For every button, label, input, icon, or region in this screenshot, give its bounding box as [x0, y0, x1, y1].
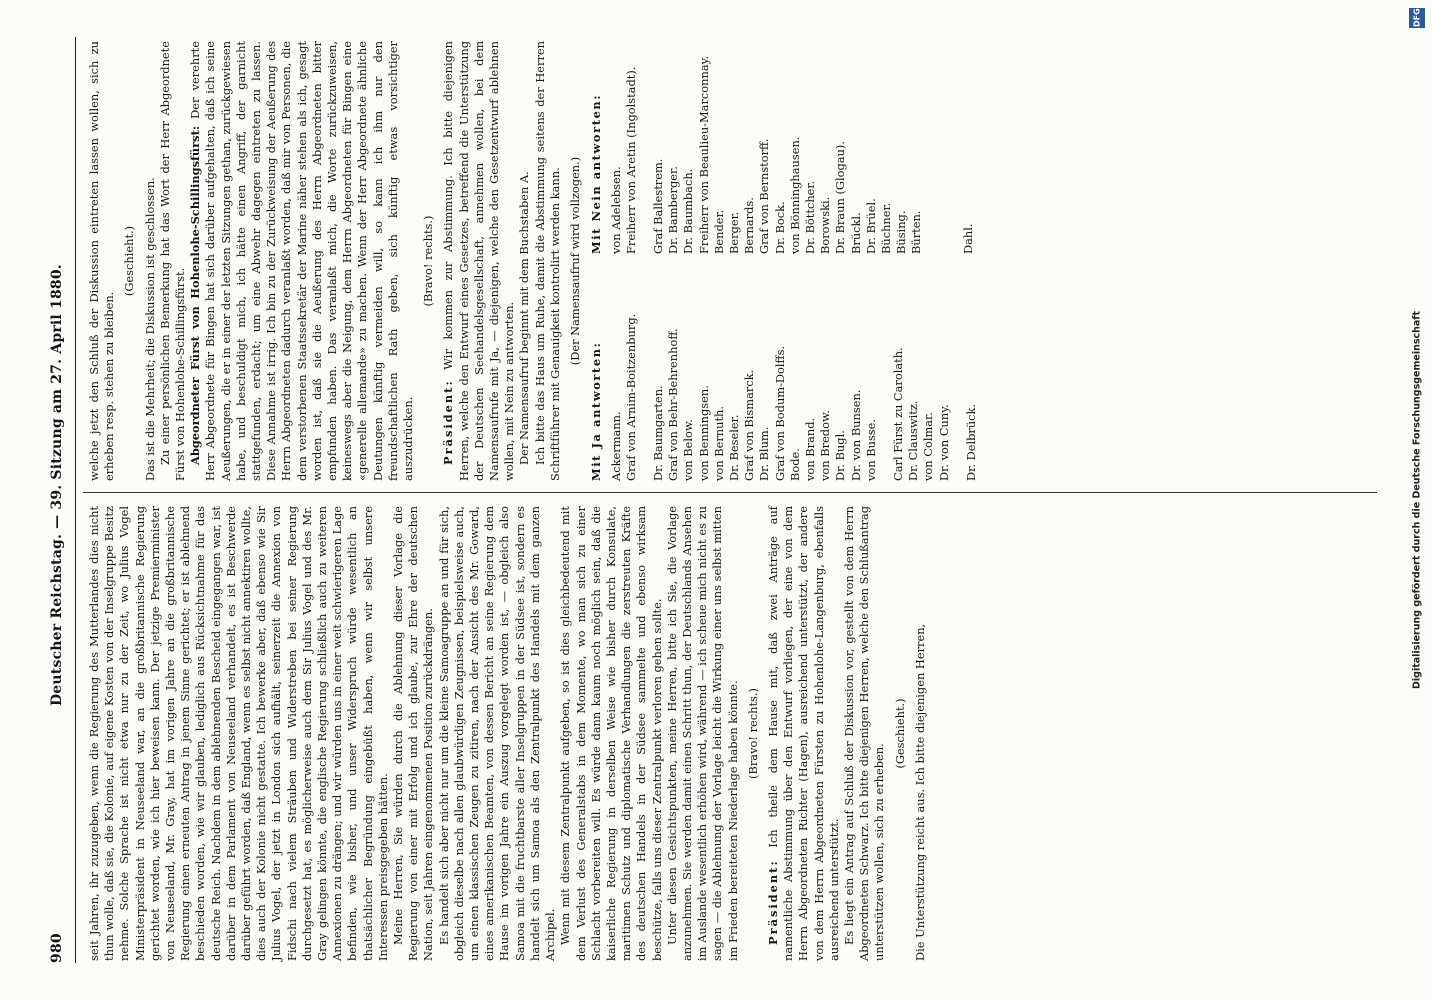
- vote-lists: [609, 41, 979, 481]
- member-name: Dr. Bugl.: [833, 430, 848, 481]
- ja-heading: Mit Ja antworten:: [589, 341, 604, 481]
- member-name: Dr. Delbrück.: [963, 403, 978, 481]
- paragraph: welche jetzt den Schluß der Diskussion eintreten lassen wollen, sich zu erheben resp. stehen zu bleiben.: [87, 41, 117, 481]
- nein-heading: Mit Nein antworten:: [589, 93, 604, 254]
- member-name: Dr. Beseler.: [726, 414, 741, 481]
- speech-text: Der verehrte Herr Abgeordnete für Bingen hat sich darüber aufgehalten, daß ich seine Aeußerungen, die er in einer der letzten Sitzungen gethan, zurückgewiesen habe, und beschuldigt mich, ich hätte einen Angriff, der garnicht stattgefunden, erdacht; um eine Abwehr dagegen eintreten zu lassen. Diese Annahme ist irrig. Ich bin zu der Zurückweisung der Aeußerung des Herrn Abgeordneten dadurch veranlaßt worden, daß mir von Personen, die dem verstorbenen Staatssekretär der Marine näher stehen als ich, gesagt worden ist, daß sie die Aeußerung des Herrn Abgeordneten bitter empfunden haben. Das veranlaßt mich, die Worte zurückzuweisen, keineswegs aber die Neigung, dem Herrn Abgeordneten für Bingen eine «generelle allemande» zu machen. Wenn der Herr Abgeordnete ähnliche Deutungen künftig vermeiden will, so kann ich ihm nur den freundschaftlichen Rath geben, sich künftig etwas vorsichtiger auszudrücken.: [188, 41, 416, 481]
- member-name: Bode.: [787, 448, 802, 481]
- document-page: [31, 25, 1401, 975]
- procedure-note: (Der Namensaufruf wird vollzogen.): [568, 156, 583, 366]
- procedure-note: (Geschieht.): [892, 698, 907, 769]
- member-name: Carl Fürst zu Carolath.: [890, 347, 905, 481]
- member-name: Borowski.: [818, 196, 833, 254]
- member-name: Brückl.: [848, 212, 863, 254]
- speaker-label: Präsident:: [441, 379, 456, 465]
- paragraph: seit Jahren, ihr zuzugeben, wenn die Regierung des Mutterlandes dies nicht thun wolle, daß sie, die Kolonie, auf eigene Kosten von der Inselgruppe Besitz nehme. Solche Sprache ist nicht etwa nur zu der Zeit, wo Julius Vogel Ministerpräsident in Neuseeland war, an die großbritannische Regierung gerichtet worden, wie ich hier beweisen kann. Der jetzige Premierminister von Neuseeland, Mr. Gray, hat im vorigen Jahre an die großbritannische Regierung einen erneuten Antrag in jenem Sinne gerichtet; er ist ablehnend beschieden worden, wie wir glauben, lediglich aus Rücksichtnahme für das deutsche Reich. Nachdem in dem ablehnenden Bescheid eingegangen war, ist darüber in dem Parlament von Neuseeland verhandelt, es ist Beschwerde darüber geführt worden, daß England, wenn es selbst nicht annektiren wollte, dies auch der Kolonie nicht gestatte. Ich bewerke aber, daß ebenso wie Sir Julius Vogel, der jetzt in London sich aufhält, seinerzeit die Annexion von Fidschi nach vielem Sträuben und Widerstreben bei seiner Regierung durchgesetzt hat, es möglicherweise auch dem Sir Julius Vogel und des Mr. Gray gelingen könnte, die englische Regierung schließlich auch zu weiteren Annexionen zu drängen; und wir würden uns in einer weit schwierigeren Lage befinden, wie bisher, und unser Widerspruch würde wesentlich an thatsächlicher Begründung eingebüßt haben, wenn wir selbst unsere Interessen preisgegeben hätten.: [87, 506, 390, 961]
- member-name: Bender.: [711, 209, 726, 254]
- member-name: von Benningsen.: [696, 385, 711, 481]
- member-name: Büsing.: [894, 210, 909, 254]
- speech-text: Ich theile dem Hause mit, daß zwei Anträge auf namentliche Abstimmung über den Entwurf vorliegen, der eine von dem Herrn Abgeordneten Richter (Hagen), ausreichend unterstützt, der andere von dem Herrn Abgeordneten Fürsten zu Hohenlohe-Langenburg, ebenfalls ausreichend unterstützt.: [765, 506, 841, 961]
- speaker-statement: [188, 41, 416, 481]
- dfg-logo: DFG: [1409, 8, 1425, 28]
- running-title: Deutscher Reichstag. — 39. Sitzung am 27. April 1880.: [49, 264, 65, 707]
- member-name: von Colmar.: [921, 412, 936, 481]
- member-name: Dr. Böttcher.: [802, 180, 817, 254]
- list-gap: [639, 41, 651, 254]
- member-name: Bernards.: [742, 197, 757, 254]
- member-name: Dr. Baumbach.: [681, 168, 696, 254]
- member-name: von Bönninghausen.: [787, 136, 802, 254]
- applause-note: (Bravo! rechts.): [421, 215, 436, 307]
- member-name: von Busse.: [863, 418, 878, 481]
- member-name: von Brand.: [802, 417, 817, 481]
- list-gap: [879, 268, 891, 481]
- paragraph: Die Unterstützung reicht aus. Ich bitte diejenigen Herren,: [912, 623, 927, 961]
- president-statement: [441, 41, 517, 481]
- member-name: von Adelebsen.: [608, 166, 623, 254]
- member-name: Bürten.: [909, 210, 924, 254]
- paragraph: Es handelt sich aber nicht nur um die kleine Samoagruppe an und für sich, obgleich dieselbe nach allen glaubwürdigen Zeugnissen, beispielsweise auch, um einen klassischen Zeugen zu zitiren, nach der Ansicht des Mr. Goward, eines amerikanischen Beamten, von dessen Bericht an seine Regierung dem Hause im vorigen Jahre ein Auszug vorgelegt worden ist, — obgleich also Samoa mit die fruchtbarste aller Inselgruppen in der Südsee ist, sondern es handelt sich um Samoa als den Zentralpunkt des Handels mit dem ganzen Archipel.: [436, 506, 558, 961]
- list-gap: [925, 41, 937, 254]
- member-name: Graf von Bernstorff.: [757, 138, 772, 254]
- speaker-label: Abgeordneter Fürst von Hohenlohe-Schillingsfürst:: [188, 125, 203, 465]
- member-name: Ackermann.: [608, 411, 623, 481]
- member-name: Dr. von Bunsen.: [848, 389, 863, 481]
- applause-note: (Bravo! rechts.): [745, 688, 760, 779]
- procedure-note: (Geschieht.): [122, 225, 137, 297]
- page-header: [49, 37, 71, 963]
- member-name: Graf Ballestrem.: [650, 158, 665, 254]
- member-name: Dr. Brüel.: [863, 198, 878, 254]
- member-name: Büchner.: [878, 202, 893, 254]
- ja-vote-list: [609, 268, 979, 481]
- member-name: Dr. Bock.: [772, 201, 787, 254]
- member-name: Dr. Blum.: [757, 426, 772, 481]
- paragraph: Der Namensaufruf beginnt mit dem Buchstaben A.: [517, 171, 532, 465]
- member-name: Graf von Bismarck.: [742, 369, 757, 481]
- column-divider: [83, 492, 1377, 493]
- member-name: Dr. Bamberger.: [666, 166, 681, 254]
- member-name: Dr. von Cuny.: [936, 404, 951, 481]
- paragraph: Ich bitte das Haus um Ruhe, damit die Abstimmung seitens der Herren Schriftführer mit Genauigkeit kontrolirt werden kann.: [532, 41, 562, 481]
- member-name: Graf von Behr-Behrenhoff.: [666, 328, 681, 481]
- list-gap: [937, 41, 949, 254]
- list-gap: [952, 268, 964, 481]
- funding-notice: Digitalisierung gefördert durch die Deutsche Forschungsgemeinschaft: [1411, 311, 1423, 689]
- paragraph: Meine Herren, Sie würden durch die Ablehnung dieser Vorlage die Regierung von einer mit Erfolg und ich glaube, zur Ehre der deutschen Nation, seit Jahren eingenommenen Position zurückdrängen.: [391, 506, 436, 961]
- member-name: Graf von Bodum-Dolffs.: [772, 345, 787, 481]
- member-name: Graf von Arnim-Boitzenburg.: [623, 313, 638, 481]
- paragraph: Zu einer persönlichen Bemerkung hat das Wort der Herr Abgeordnete Fürst von Hohenlohe-Schillingsfürst.: [157, 41, 188, 481]
- member-name: von Bredow.: [818, 410, 833, 481]
- funding-sidebar: [1406, 0, 1428, 1000]
- vote-headings: [589, 41, 604, 481]
- list-gap: [949, 41, 961, 254]
- member-name: Dahl.: [960, 223, 975, 254]
- paragraph: Wenn mit diesem Zentralpunkt aufgeben, so ist dies gleichbedeutend mit dem Verlust des Generalstabs in dem Momente, wo man sich zu einer Schlacht vorbereiten will. Es würde dann kaum noch möglich sein, daß die kaiserliche Regierung in derselben Weise wie bisher durch Konsulate, maritimen Schutz und diplomatische Verhandlungen die zerstreuten Kräfte des deutschen Handels in der Südsee sammelte und ebenso wirksam beschütze, falls uns dieser Zentralpunkt verloren gehen sollte.: [558, 506, 664, 961]
- president-statement: [766, 506, 842, 961]
- speech-text: Wir kommen zur Abstimmung. Ich bitte diejenigen Herren, welche den Entwurf eines Gesetzes, betreffend die Unterstützung der Deutschen Seehandelsgesellschaft, annehmen wollen, bei dem Namensaufrufe mit Ja, — diejenigen, welche den Gesetzentwurf ablehnen wollen, mit Nein zu antworten.: [441, 40, 517, 481]
- list-gap: [639, 268, 651, 481]
- member-name: Dr. Baumgarten.: [650, 385, 665, 481]
- page-number: 980: [49, 933, 65, 963]
- member-name: Freiherr von Beaulieu-Marconnay.: [696, 55, 711, 254]
- member-name: Dr. Braun (Glogau).: [833, 141, 848, 254]
- member-name: Dr. Clauswitz.: [906, 400, 921, 481]
- speaker-label: Präsident:: [765, 859, 780, 945]
- member-name: von Below.: [681, 419, 696, 481]
- member-name: Berger.: [726, 211, 741, 254]
- member-name: von Bernuth.: [711, 405, 726, 481]
- member-name: Freiherr von Aretin (Ingolstadt).: [623, 66, 638, 254]
- paragraph: Das ist die Mehrheit; die Diskussion ist geschlossen.: [142, 177, 157, 481]
- paragraph: Es liegt ein Antrag auf Schluß der Diskussion vor, gestellt von dem Herrn Abgeordneten Schwarz. Ich bitte diejenigen Herren, welche den Schlußantrag unterstützen wollen, sich zu erheben.: [841, 506, 887, 961]
- header-rule: [75, 37, 76, 963]
- left-column: [87, 506, 928, 961]
- right-column: [87, 41, 979, 481]
- paragraph: Unter diesen Gesichtspunkten, meine Herren, bitte ich Sie, die Vorlage anzunehmen. Sie werden damit einen Schritt thun, der Deutschlands Ansehen im Auslande wesentlich erhöhen wird, während — ich scheue mich nicht es zu sagen — die Ablehnung der Vorlage leicht die Wirkung einer uns selbst mitten im Frieden bereiteten Niederlage haben könnte.: [664, 506, 740, 961]
- nein-vote-list: [609, 41, 979, 254]
